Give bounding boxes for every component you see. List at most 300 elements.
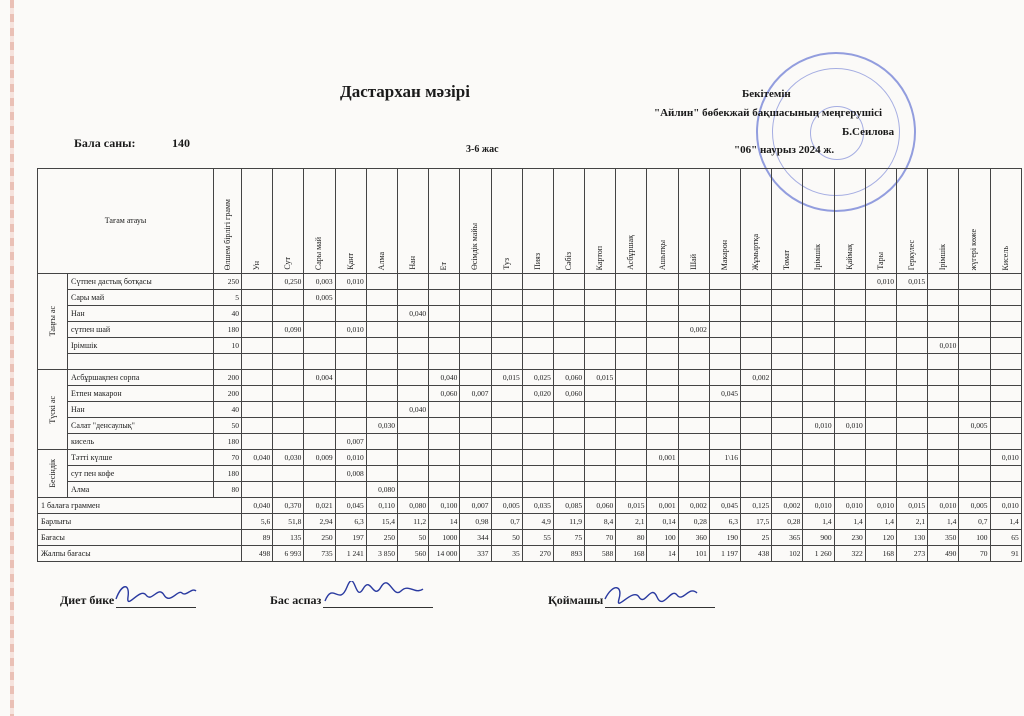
summary-value: 102 [772,546,803,562]
ingredient-amount [553,290,584,306]
ingredient-header-label: Макарон [719,239,729,270]
ingredient-amount [616,450,647,466]
ingredient-amount [865,418,896,434]
table-row [38,466,1022,482]
summary-value: 11,2 [397,514,428,530]
ingredient-amount [928,306,959,322]
ingredient-header [397,169,428,274]
summary-value: 0,010 [834,498,865,514]
ingredient-amount [366,338,397,354]
dish-name: Етпен макарон [68,386,214,402]
summary-value: 0,015 [896,498,927,514]
ingredient-amount [959,482,990,498]
approve-heading: Бекітемін [742,88,791,100]
dish-name: кисель [68,434,214,450]
ingredient-amount [834,466,865,482]
summary-value: 1,4 [928,514,959,530]
summary-value: 17,5 [741,514,772,530]
ingredient-amount [865,306,896,322]
ingredient-amount: 0,030 [273,450,304,466]
summary-value: 0,7 [491,514,522,530]
summary-value: 135 [273,530,304,546]
ingredient-amount [896,354,927,370]
ingredient-amount [522,450,553,466]
ingredient-amount [647,306,678,322]
ingredient-amount [304,306,335,322]
ingredient-amount [460,338,491,354]
ingredient-amount [491,466,522,482]
ingredient-amount [741,354,772,370]
menu-table [37,168,1022,562]
ingredient-amount [834,402,865,418]
dish-name: Салат "денсаулық" [68,418,214,434]
ingredient-amount [616,466,647,482]
ingredient-header-label: Жұмыртқа [751,233,761,270]
ingredient-amount [585,290,616,306]
ingredient-amount [803,466,834,482]
storekeeper-signature [548,593,715,608]
ingredient-header-label: Асбұршақ [626,235,636,270]
ingredient-amount [304,434,335,450]
dish-grams: 200 [214,370,242,386]
summary-value: 2,1 [896,514,927,530]
dish-grams: 40 [214,306,242,322]
table-row [38,482,1022,498]
summary-value: 6,3 [709,514,740,530]
ingredient-amount [709,402,740,418]
summary-value: 0,010 [928,498,959,514]
ingredient-amount [242,402,273,418]
table-row [38,370,1022,386]
dish-grams: 5 [214,290,242,306]
ingredient-amount [803,338,834,354]
ingredient-header [366,169,397,274]
ingredient-amount [678,370,709,386]
ingredient-amount [834,450,865,466]
summary-value: 89 [242,530,273,546]
summary-value: 25 [741,530,772,546]
ingredient-amount [741,418,772,434]
ingredient-amount [647,482,678,498]
ingredient-amount [397,482,428,498]
ingredient-amount [616,290,647,306]
ingredient-amount [709,434,740,450]
ingredient-amount [460,402,491,418]
ingredient-header-label: Ет [439,261,449,270]
ingredient-header [491,169,522,274]
ingredient-amount [460,274,491,290]
ingredient-header-label: Геркулес [907,239,917,270]
summary-value: 100 [647,530,678,546]
summary-value: 8,4 [585,514,616,530]
ingredient-amount [585,466,616,482]
ingredient-amount [678,354,709,370]
ingredient-amount [928,466,959,482]
ingredient-amount [678,386,709,402]
ingredient-amount [553,402,584,418]
ingredient-header-label: Қант [345,253,355,270]
ingredient-amount [616,322,647,338]
ingredient-amount [678,290,709,306]
ingredient-amount [709,466,740,482]
ingredient-amount [522,418,553,434]
dish-name: Сүтпен дастық ботқасы [68,274,214,290]
ingredient-amount [959,466,990,482]
summary-value: 0,28 [678,514,709,530]
ingredient-amount [896,370,927,386]
ingredient-header-label: Сут [283,257,293,270]
ingredient-amount [990,370,1021,386]
ingredient-amount: 0,002 [741,370,772,386]
ingredient-amount [803,434,834,450]
summary-value: 337 [460,546,491,562]
ingredient-amount [772,290,803,306]
ingredient-amount [429,482,460,498]
ingredient-amount [865,290,896,306]
children-count-label: Бала саны: [74,136,136,150]
ingredient-amount [741,434,772,450]
ingredient-amount [242,306,273,322]
ingredient-amount [429,402,460,418]
summary-value: 490 [928,546,959,562]
summary-value: 50 [491,530,522,546]
ingredient-amount: 0,003 [304,274,335,290]
summary-value: 0,010 [803,498,834,514]
ingredient-header-label: Ашытқы [657,239,667,270]
summary-row [38,498,1022,514]
ingredient-amount [242,338,273,354]
summary-row [38,546,1022,562]
ingredient-header-label: Нан [408,256,418,270]
ingredient-header [585,169,616,274]
dish-grams: 200 [214,386,242,402]
ingredient-header [834,169,865,274]
ingredient-amount [834,274,865,290]
ingredient-amount [397,338,428,354]
ingredient-amount [616,354,647,370]
summary-value: 0,040 [242,498,273,514]
summary-value: 0,28 [772,514,803,530]
ingredient-amount: 0,045 [709,386,740,402]
ingredient-amount [896,386,927,402]
ingredient-amount [772,434,803,450]
ingredient-amount [772,354,803,370]
ingredient-amount: 0,002 [678,322,709,338]
ingredient-amount [460,482,491,498]
ingredient-amount [366,450,397,466]
ingredient-amount [491,306,522,322]
ingredient-amount [273,370,304,386]
ingredient-amount [304,354,335,370]
ingredient-amount [928,450,959,466]
ingredient-amount [803,450,834,466]
unit-header [214,169,242,274]
ingredient-amount [772,402,803,418]
ingredient-amount [429,290,460,306]
cook-signature [270,593,433,608]
summary-value: 322 [834,546,865,562]
ingredient-amount: 0,007 [335,434,366,450]
summary-value: 1,4 [990,514,1021,530]
summary-value: 560 [397,546,428,562]
dietitian-signature [60,593,196,608]
ingredient-amount [616,306,647,322]
dish-grams: 40 [214,402,242,418]
ingredient-amount [616,402,647,418]
ingredient-amount [335,402,366,418]
ingredient-amount [772,322,803,338]
ingredient-amount: 0,008 [335,466,366,482]
ingredient-amount [335,306,366,322]
ingredient-amount [647,354,678,370]
ingredient-amount [834,338,865,354]
ingredient-header-label: Тары [875,252,885,270]
ingredient-amount [585,434,616,450]
summary-value: 1 197 [709,546,740,562]
unit-header-label: Өлшем бірлігі грамм [222,198,232,270]
ingredient-amount [772,274,803,290]
ingredient-amount [647,418,678,434]
ingredient-header [709,169,740,274]
cook-handwritten-signature [319,581,429,611]
ingredient-amount [990,418,1021,434]
summary-row [38,530,1022,546]
ingredient-header [522,169,553,274]
ingredient-amount [647,466,678,482]
ingredient-amount [741,450,772,466]
table-row [38,322,1022,338]
summary-value: 0,001 [647,498,678,514]
summary-value: 350 [928,530,959,546]
ingredient-amount [990,386,1021,402]
ingredient-amount [242,482,273,498]
ingredient-amount: 0,060 [553,370,584,386]
summary-value: 273 [896,546,927,562]
ingredient-header-label: Ірімшік [813,243,823,270]
ingredient-amount [366,370,397,386]
children-count-value: 140 [172,136,190,150]
ingredient-amount [397,354,428,370]
ingredient-amount [553,466,584,482]
ingredient-amount [741,386,772,402]
ingredient-amount [803,306,834,322]
ingredient-amount [242,434,273,450]
storekeeper-label: Қоймашы [548,593,604,607]
ingredient-amount: 0,015 [491,370,522,386]
summary-label: 1 балаға граммен [38,498,242,514]
ingredient-amount [616,434,647,450]
ingredient-amount [772,466,803,482]
ingredient-amount [491,322,522,338]
summary-value: 14 000 [429,546,460,562]
ingredient-amount [990,290,1021,306]
summary-value: 735 [304,546,335,562]
summary-value: 4,9 [522,514,553,530]
ingredient-amount [990,274,1021,290]
ingredient-amount [585,322,616,338]
dish-name [68,354,214,370]
summary-value: 1,4 [865,514,896,530]
ingredient-amount [585,418,616,434]
summary-value: 0,010 [990,498,1021,514]
ingredient-amount [242,386,273,402]
table-row [38,290,1022,306]
ingredient-amount [335,418,366,434]
ingredient-amount [335,386,366,402]
ingredient-amount [335,482,366,498]
ingredient-amount [865,386,896,402]
ingredient-amount [491,418,522,434]
ingredient-amount [242,290,273,306]
approve-signer: Б.Сеилова [842,126,895,138]
dietitian-sign-line [116,595,196,608]
ingredient-amount: 0,090 [273,322,304,338]
ingredient-amount [959,290,990,306]
summary-value: 35 [491,546,522,562]
ingredient-amount [397,322,428,338]
ingredient-amount [709,370,740,386]
table-row [38,450,1022,466]
ingredient-amount [865,466,896,482]
ingredient-header [928,169,959,274]
summary-value: 270 [522,546,553,562]
ingredient-amount [803,482,834,498]
ingredient-amount [304,482,335,498]
dish-name: Асбұршақпен сорпа [68,370,214,386]
ingredient-amount [553,338,584,354]
ingredient-amount [896,418,927,434]
ingredient-amount: 0,010 [928,338,959,354]
ingredient-amount [553,274,584,290]
ingredient-amount [242,418,273,434]
meal-label [38,370,68,450]
ingredient-amount [366,354,397,370]
ingredient-amount [616,386,647,402]
ingredient-amount [397,450,428,466]
summary-value: 1,4 [834,514,865,530]
cook-sign-line [323,595,433,608]
ingredient-amount [772,338,803,354]
summary-value: 130 [896,530,927,546]
ingredient-amount [616,418,647,434]
ingredient-amount [678,274,709,290]
ingredient-amount [304,338,335,354]
ingredient-header-label: Пияз [532,253,542,270]
dish-grams: 70 [214,450,242,466]
table-row [38,274,1022,290]
ingredient-amount [834,370,865,386]
ingredient-header [553,169,584,274]
ingredient-amount: 0,015 [585,370,616,386]
ingredient-amount [397,290,428,306]
ingredient-amount [242,274,273,290]
ingredient-amount [491,402,522,418]
ingredient-amount: 0,005 [304,290,335,306]
ingredient-amount [585,274,616,290]
ingredient-amount [834,386,865,402]
ingredient-amount [647,274,678,290]
ingredient-amount [491,354,522,370]
ingredient-amount [522,274,553,290]
ingredient-amount [522,290,553,306]
ingredient-amount [429,418,460,434]
summary-label: Барлығы [38,514,242,530]
ingredient-header [896,169,927,274]
ingredient-amount [304,418,335,434]
ingredient-amount [834,434,865,450]
ingredient-amount [678,338,709,354]
ingredient-amount [772,306,803,322]
ingredient-amount [990,322,1021,338]
ingredient-amount [242,354,273,370]
summary-value: 0,007 [460,498,491,514]
ingredient-amount [553,418,584,434]
ingredient-amount [928,418,959,434]
ingredient-amount [772,482,803,498]
ingredient-amount [647,370,678,386]
meal-label-text: Түскі ас [47,395,57,424]
ingredient-amount [553,322,584,338]
ingredient-amount [678,482,709,498]
summary-value: 1 260 [803,546,834,562]
ingredient-amount [896,482,927,498]
table-row [38,386,1022,402]
ingredient-amount [990,482,1021,498]
ingredient-amount [616,274,647,290]
ingredient-amount [959,402,990,418]
ingredient-header [959,169,990,274]
ingredient-amount: 0,010 [834,418,865,434]
approve-date: "06" наурыз 2024 ж. [734,144,835,156]
storekeeper-sign-line [605,595,715,608]
ingredient-amount: 0,010 [865,274,896,290]
ingredient-amount [522,482,553,498]
ingredient-header [616,169,647,274]
ingredient-amount [397,466,428,482]
ingredient-amount [491,386,522,402]
ingredient-amount [553,354,584,370]
ingredient-amount: 0,001 [647,450,678,466]
ingredient-amount [491,338,522,354]
table-row [38,418,1022,434]
ingredient-amount [959,450,990,466]
ingredient-amount [928,322,959,338]
summary-value: 91 [990,546,1021,562]
ingredient-header [990,169,1021,274]
ingredient-header-label: Туз [501,258,511,270]
ingredient-amount [959,434,990,450]
ingredient-amount: 0,080 [366,482,397,498]
ingredient-header [865,169,896,274]
ingredient-amount [834,482,865,498]
approve-position: "Айлин" бөбекжай бақшасының меңгерушісі [654,107,883,119]
ingredient-amount [397,418,428,434]
ingredient-header [242,169,273,274]
ingredient-amount [397,434,428,450]
ingredient-amount [865,434,896,450]
ingredient-amount [865,338,896,354]
ingredient-amount [460,290,491,306]
summary-value: 360 [678,530,709,546]
dish-name: Ірімшік [68,338,214,354]
dish-name: Сары май [68,290,214,306]
ingredient-header [803,169,834,274]
ingredient-amount [553,306,584,322]
ingredient-amount [585,386,616,402]
summary-value: 0,005 [959,498,990,514]
ingredient-amount [803,322,834,338]
ingredient-amount [990,354,1021,370]
